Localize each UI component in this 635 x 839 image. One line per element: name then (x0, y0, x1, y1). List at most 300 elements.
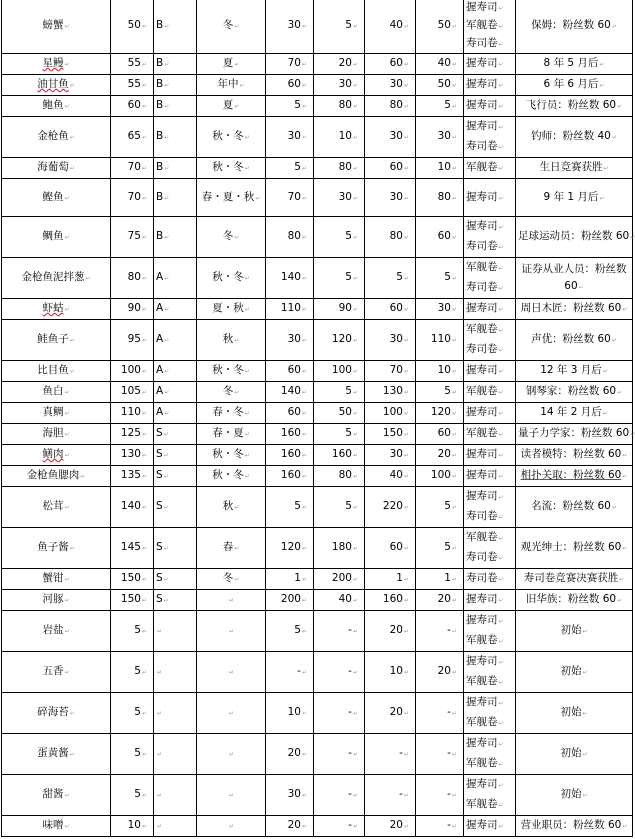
paragraph-mark: ↵ (64, 576, 70, 583)
paragraph-mark: ↵ (141, 337, 147, 344)
paragraph-mark: ↵ (157, 710, 163, 717)
paragraph-mark: ↵ (403, 710, 409, 717)
paragraph-mark: ↵ (244, 368, 250, 375)
dish-type-line (466, 424, 513, 444)
cell-text: A (156, 364, 164, 376)
stat-cell-2 (314, 0, 365, 54)
cell-text: 相扑关取：粉丝数 60 (520, 469, 622, 481)
paragraph-mark: ↵ (64, 306, 70, 313)
dish-type-text: 军舰卷 (466, 675, 498, 687)
paragraph-mark: ↵ (451, 473, 457, 480)
paragraph-mark: ↵ (301, 452, 307, 459)
dish-type-cell (464, 693, 516, 734)
paragraph-mark: ↵ (234, 61, 240, 68)
unlock-condition-cell (516, 299, 633, 320)
paragraph-mark: ↵ (64, 410, 70, 417)
unlock-condition-cell (516, 734, 633, 775)
paragraph-mark: ↵ (498, 452, 504, 459)
cell-text: - (447, 747, 451, 759)
paragraph-mark: ↵ (403, 452, 409, 459)
cell-text: 80 (338, 161, 352, 173)
paragraph-mark: ↵ (498, 431, 504, 438)
price-cell (111, 734, 154, 775)
paragraph-mark: ↵ (244, 473, 250, 480)
paragraph-mark: ↵ (164, 23, 170, 30)
paragraph-mark: ↵ (352, 669, 358, 676)
rank-cell (154, 382, 197, 403)
paragraph-mark: ↵ (164, 194, 170, 202)
cell-text: A (156, 302, 164, 314)
paragraph-mark: ↵ (80, 473, 86, 480)
cell-text: 80 (389, 230, 403, 242)
cell-text: 秋 (222, 500, 234, 512)
cell-text: 60 (127, 99, 141, 111)
cell-text: 夏・秋 (212, 302, 244, 314)
cell-text: 秋・冬 (212, 364, 244, 376)
paragraph-mark: ↵ (611, 337, 617, 344)
paragraph-mark: ↵ (403, 792, 409, 799)
paragraph-mark: ↵ (157, 628, 163, 635)
season-cell (197, 361, 266, 382)
cell-text: 声优：粉丝数 60 (531, 333, 611, 345)
stat-cell-2 (314, 775, 365, 816)
paragraph-mark: ↵ (163, 473, 169, 480)
unlock-condition-cell (516, 117, 633, 158)
dish-type-line (466, 693, 513, 713)
cell-text: 5 (345, 500, 352, 512)
paragraph-mark: ↵ (64, 597, 70, 604)
paragraph-mark: ↵ (352, 576, 358, 583)
paragraph-mark: ↵ (301, 823, 307, 830)
cell-text: 夏 (222, 99, 234, 111)
paragraph-mark: ↵ (498, 410, 504, 417)
table-row (2, 569, 633, 590)
table-row (2, 445, 633, 466)
paragraph-mark: ↵ (498, 347, 504, 354)
ingredient-name-cell (2, 445, 111, 466)
cell-text: 5 (134, 747, 141, 759)
paragraph-mark: ↵ (582, 669, 588, 676)
cell-text: 鱼白 (42, 385, 64, 397)
paragraph-mark: ↵ (451, 452, 457, 459)
cell-text: 1 (396, 572, 403, 584)
paragraph-mark: ↵ (352, 545, 358, 552)
paragraph-mark: ↵ (141, 234, 147, 241)
paragraph-mark: ↵ (498, 124, 504, 131)
paragraph-mark: ↵ (164, 306, 170, 313)
table-row (2, 816, 633, 837)
stat-cell-3 (365, 487, 416, 528)
cell-text: 鲑鱼子 (37, 333, 69, 345)
price-cell (111, 445, 154, 466)
paragraph-mark: ↵ (498, 597, 504, 604)
cell-text: 名流：粉丝数 60 (531, 500, 611, 512)
rank-cell (154, 158, 197, 179)
cell-text: 油甘鱼 (37, 78, 69, 90)
cell-text: 120 (331, 333, 352, 345)
dish-type-line (466, 507, 513, 527)
dish-type-line (466, 652, 513, 672)
dish-type-text: 寿司卷 (466, 281, 498, 293)
paragraph-mark: ↵ (451, 134, 457, 141)
cell-text: 5 (396, 271, 403, 283)
cell-text: 金枪鱼泥拌葱 (21, 271, 85, 283)
paragraph-mark: ↵ (498, 535, 504, 542)
paragraph-mark: ↵ (164, 234, 170, 241)
cell-text: 30 (287, 130, 301, 142)
cell-text: 旧华族：粉丝数 60 (525, 593, 617, 605)
cell-text: 量子力学家：粉丝数 60 (518, 427, 630, 439)
paragraph-mark: ↵ (141, 751, 147, 758)
paragraph-mark: ↵ (611, 23, 617, 30)
paragraph-mark: ↵ (403, 103, 409, 110)
dish-type-text: 军舰卷 (466, 261, 498, 273)
paragraph-mark: ↵ (164, 389, 170, 396)
unlock-condition-cell (516, 75, 633, 96)
paragraph-mark: ↵ (352, 23, 358, 30)
paragraph-mark: ↵ (301, 545, 307, 552)
dish-type-line (466, 382, 513, 402)
paragraph-mark: ↵ (498, 41, 504, 48)
paragraph-mark: ↵ (498, 741, 504, 748)
unlock-condition-cell (516, 361, 633, 382)
paragraph-mark: ↵ (403, 576, 409, 583)
paragraph-mark: ↵ (599, 194, 605, 202)
season-cell (197, 775, 266, 816)
stat-cell-1 (266, 611, 314, 652)
season-cell (197, 258, 266, 299)
cell-text: 120 (280, 541, 301, 553)
cell-text: 冬 (222, 572, 234, 584)
dish-type-text: 军舰卷 (466, 161, 498, 173)
cell-text: 冬 (222, 19, 234, 31)
paragraph-mark: ↵ (164, 82, 170, 89)
cell-text: 100 (120, 364, 141, 376)
paragraph-mark: ↵ (301, 628, 307, 635)
stat-cell-2 (314, 382, 365, 403)
cell-text: 160 (331, 448, 352, 460)
stat-cell-1 (266, 320, 314, 361)
paragraph-mark: ↵ (141, 368, 147, 375)
table-row (2, 487, 633, 528)
cell-text: 5 (345, 230, 352, 242)
cell-text: - (447, 819, 451, 831)
season-cell (197, 117, 266, 158)
season-cell (197, 569, 266, 590)
cell-text: - (297, 665, 301, 677)
cell-text: 岩盐 (42, 624, 64, 636)
paragraph-mark: ↵ (64, 452, 70, 459)
dish-type-text: 寿司卷 (466, 140, 498, 152)
cell-text: 鲷鱼 (42, 230, 64, 242)
paragraph-mark: ↵ (228, 823, 235, 830)
paragraph-mark: ↵ (69, 337, 75, 344)
paragraph-mark: ↵ (403, 545, 409, 552)
stat-cell-2 (314, 693, 365, 734)
paragraph-mark: ↵ (403, 597, 409, 604)
paragraph-mark: ↵ (611, 504, 617, 511)
paragraph-mark: ↵ (352, 389, 358, 396)
cell-text: 110 (280, 302, 301, 314)
cell-text: S (156, 448, 163, 460)
stat-cell-4 (416, 528, 464, 569)
unlock-condition-cell (516, 693, 633, 734)
ingredient-name-cell (2, 361, 111, 382)
stat-cell-2 (314, 734, 365, 775)
cell-text: 30 (389, 333, 403, 345)
paragraph-mark: ↵ (403, 275, 409, 282)
rank-cell (154, 445, 197, 466)
cell-text: 足球运动员：粉丝数 60 (518, 230, 630, 242)
price-cell (111, 217, 154, 258)
stat-cell-1 (266, 569, 314, 590)
ingredient-name-cell (2, 528, 111, 569)
cell-text: 145 (120, 541, 141, 553)
dish-type-cell (464, 611, 516, 652)
season-cell (197, 611, 266, 652)
paragraph-mark: ↵ (498, 618, 504, 625)
paragraph-mark: ↵ (64, 389, 70, 396)
cell-text: 12 年 3 月后 (540, 364, 602, 376)
paragraph-mark: ↵ (163, 431, 169, 438)
stat-cell-4 (416, 652, 464, 693)
cell-text: 春・冬 (212, 406, 244, 418)
unlock-condition-cell (516, 445, 633, 466)
paragraph-mark: ↵ (164, 165, 170, 172)
cell-text: 60 (287, 78, 301, 90)
paragraph-mark: ↵ (141, 452, 147, 459)
cell-text: 80 (437, 190, 451, 203)
dish-type-line (466, 569, 513, 589)
stat-cell-2 (314, 179, 365, 217)
cell-text: 秋・冬 (212, 271, 244, 283)
stat-cell-3 (365, 96, 416, 117)
paragraph-mark: ↵ (69, 710, 75, 717)
cell-text: 秋・冬 (212, 161, 244, 173)
dish-type-text: 握寿司 (466, 696, 498, 708)
paragraph-mark: ↵ (64, 669, 70, 676)
cell-text: 50 (437, 19, 451, 31)
dish-type-text: 握寿司 (466, 778, 498, 790)
stat-cell-4 (416, 54, 464, 75)
stat-cell-4 (416, 320, 464, 361)
dish-type-text: 军舰卷 (466, 634, 498, 646)
price-cell (111, 299, 154, 320)
cell-text: 5 (294, 624, 301, 636)
dish-type-cell (464, 734, 516, 775)
table-row (2, 179, 633, 217)
dish-type-text: 寿司卷 (466, 343, 498, 355)
cell-text: 钢琴家：粉丝数 60 (525, 385, 617, 397)
cell-text: 20 (437, 593, 451, 605)
paragraph-mark: ↵ (451, 669, 457, 676)
dish-type-text: 寿司卷 (466, 240, 498, 252)
unlock-condition-cell (516, 611, 633, 652)
cell-text: 125 (120, 427, 141, 439)
paragraph-mark: ↵ (403, 473, 409, 480)
cell-text: 60 (287, 406, 301, 418)
cell-text: 5 (444, 271, 451, 283)
paragraph-mark: ↵ (498, 244, 504, 251)
paragraph-mark: ↵ (141, 576, 147, 583)
paragraph-mark: ↵ (622, 473, 628, 480)
ingredient-name-cell (2, 217, 111, 258)
paragraph-mark: ↵ (451, 234, 457, 241)
paragraph-mark: ↵ (352, 431, 358, 438)
paragraph-mark: ↵ (352, 710, 358, 717)
cell-text: 110 (430, 333, 451, 345)
cell-text: 生日竞赛获胜 (539, 161, 603, 173)
stat-cell-3 (365, 382, 416, 403)
cell-text: 160 (280, 427, 301, 439)
paragraph-mark: ↵ (498, 5, 504, 12)
stat-cell-3 (365, 528, 416, 569)
unlock-condition-cell (516, 590, 633, 611)
cell-text: 20 (437, 665, 451, 677)
stat-cell-3 (365, 652, 416, 693)
table-body (2, 0, 633, 837)
cell-text: 20 (389, 706, 403, 718)
cell-text: 160 (280, 469, 301, 481)
price-cell (111, 361, 154, 382)
paragraph-mark: ↵ (602, 410, 608, 417)
stat-cell-3 (365, 158, 416, 179)
cell-text: 秋・冬 (212, 469, 244, 481)
rank-cell (154, 217, 197, 258)
season-cell (197, 96, 266, 117)
cell-text: 初始 (560, 747, 582, 759)
paragraph-mark: ↵ (403, 389, 409, 396)
unlock-condition-cell (516, 96, 633, 117)
dish-type-line (466, 754, 513, 774)
unlock-condition-cell (516, 403, 633, 424)
stat-cell-3 (365, 75, 416, 96)
cell-text: 30 (437, 302, 451, 314)
paragraph-mark: ↵ (164, 368, 170, 375)
dish-type-text: 军舰卷 (466, 19, 498, 31)
cell-text: 夏 (222, 57, 234, 69)
cell-text: 30 (389, 130, 403, 142)
cell-text: 80 (389, 99, 403, 111)
cell-text: 星鳗 (42, 57, 64, 69)
cell-text: 140 (120, 500, 141, 512)
stat-cell-2 (314, 569, 365, 590)
paragraph-mark: ↵ (352, 823, 358, 830)
season-cell (197, 382, 266, 403)
cell-text: 6 年 6 月后 (543, 78, 599, 90)
paragraph-mark: ↵ (498, 659, 504, 666)
table-row (2, 158, 633, 179)
rank-cell (154, 258, 197, 299)
paragraph-mark: ↵ (64, 792, 70, 799)
paragraph-mark: ↵ (599, 82, 605, 89)
paragraph-mark: ↵ (228, 597, 235, 604)
cell-text: 95 (127, 333, 141, 345)
paragraph-mark: ↵ (239, 82, 245, 89)
cell-text: 30 (287, 19, 301, 31)
dish-type-line (466, 361, 513, 381)
cell-text: - (348, 788, 352, 800)
stat-cell-2 (314, 320, 365, 361)
cell-text: 30 (389, 448, 403, 460)
stat-cell-2 (314, 611, 365, 652)
stat-cell-2 (314, 258, 365, 299)
dish-type-cell (464, 590, 516, 611)
paragraph-mark: ↵ (163, 504, 169, 511)
paragraph-mark: ↵ (141, 597, 147, 604)
cell-text: 5 (444, 500, 451, 512)
stat-cell-3 (365, 403, 416, 424)
paragraph-mark: ↵ (498, 165, 504, 172)
cell-text: 真鲷 (42, 406, 64, 418)
rank-cell (154, 528, 197, 569)
cell-text: - (348, 747, 352, 759)
rank-cell (154, 734, 197, 775)
cell-text: 鲣鱼 (42, 190, 64, 203)
paragraph-mark: ↵ (498, 306, 504, 313)
dish-type-text: 握寿司 (466, 448, 498, 460)
dish-type-line (466, 466, 513, 486)
paragraph-mark: ↵ (64, 431, 70, 438)
ingredient-name-cell (2, 611, 111, 652)
stat-cell-3 (365, 734, 416, 775)
paragraph-mark: ↵ (301, 368, 307, 375)
paragraph-mark: ↵ (582, 751, 588, 758)
paragraph-mark: ↵ (301, 103, 307, 110)
paragraph-mark: ↵ (403, 194, 409, 202)
paragraph-mark: ↵ (451, 597, 457, 604)
price-cell (111, 158, 154, 179)
paragraph-mark: ↵ (498, 61, 504, 68)
dish-type-text: 握寿司 (466, 406, 498, 418)
cell-text: 30 (389, 78, 403, 90)
cell-text: 河豚 (42, 593, 64, 605)
cell-text: 60 (287, 364, 301, 376)
cell-text: 100 (430, 469, 451, 481)
cell-text: 55 (127, 78, 141, 90)
season-cell (197, 54, 266, 75)
paragraph-mark: ↵ (622, 452, 628, 459)
cell-text: 飞行员：粉丝数 60 (525, 99, 617, 111)
dish-type-line (466, 54, 513, 74)
paragraph-mark: ↵ (498, 265, 504, 272)
cell-text: 70 (389, 364, 403, 376)
table-row (2, 75, 633, 96)
cell-text: 70 (287, 57, 301, 69)
paragraph-mark: ↵ (164, 134, 170, 141)
paragraph-mark: ↵ (234, 389, 240, 396)
stat-cell-4 (416, 445, 464, 466)
price-cell (111, 424, 154, 445)
cell-text: 5 (134, 706, 141, 718)
dish-type-line (466, 548, 513, 568)
cell-text: 30 (338, 78, 352, 90)
cell-text: 5 (345, 385, 352, 397)
stat-cell-3 (365, 775, 416, 816)
stat-cell-4 (416, 258, 464, 299)
price-cell (111, 528, 154, 569)
table-row (2, 217, 633, 258)
cell-text: 松茸 (42, 500, 64, 512)
stat-cell-2 (314, 445, 365, 466)
cell-text: 观光绅士：粉丝数 60 (520, 541, 622, 553)
paragraph-mark: ↵ (228, 628, 235, 635)
stat-cell-2 (314, 528, 365, 569)
paragraph-mark: ↵ (403, 23, 409, 30)
dish-type-text: 握寿司 (466, 78, 498, 90)
paragraph-mark: ↵ (141, 545, 147, 552)
paragraph-mark: ↵ (244, 306, 250, 313)
